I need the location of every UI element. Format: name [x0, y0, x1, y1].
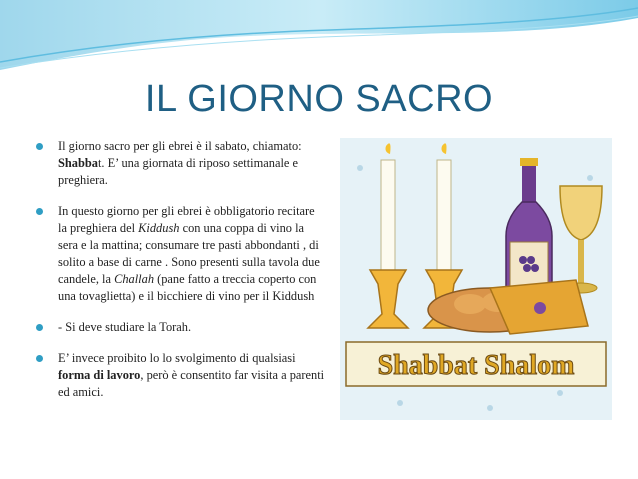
bullet-text: - Si deve studiare la Torah.: [58, 320, 192, 334]
bullet-icon: [36, 208, 43, 215]
slide-title: IL GIORNO SACRO: [144, 78, 494, 120]
bullet-text: E’ invece proibito lo lo svolgimento di qualsiasi forma di lavoro, però è consentito far visita a parenti ed amici.: [58, 351, 325, 399]
bullet-item: [36, 350, 326, 401]
bullet-item: [36, 138, 326, 189]
bullet-text: In questo giorno per gli ebrei è obbligatorio recitare la preghiera del Kiddush con una coppa di vino la sera e la mattina; consumare tre pasti abbondanti , di solito a base di carne . Sono presenti sulla tavola due candele, la Challah (pane fatto a treccia coperto con una tovaglietta) e il bicchiere di vino per il Kiddush: [58, 204, 320, 303]
bullet-text: Il giorno sacro per gli ebrei è il sabato, chiamato: Shabbat. E’ una giornata di riposo settimanale e preghiera.: [58, 139, 302, 187]
bullet-icon: [36, 324, 43, 331]
banner-text: Shabbat Shalom: [377, 350, 575, 381]
bullet-item: [36, 319, 326, 336]
shabbat-illustration: [340, 138, 612, 420]
bullet-icon: [36, 355, 43, 362]
bullet-list: [36, 138, 326, 415]
shabbat-shalom-banner: [346, 342, 606, 386]
header-wave-decoration: [0, 0, 638, 80]
bullet-icon: [36, 143, 43, 150]
bullet-item: [36, 203, 326, 305]
